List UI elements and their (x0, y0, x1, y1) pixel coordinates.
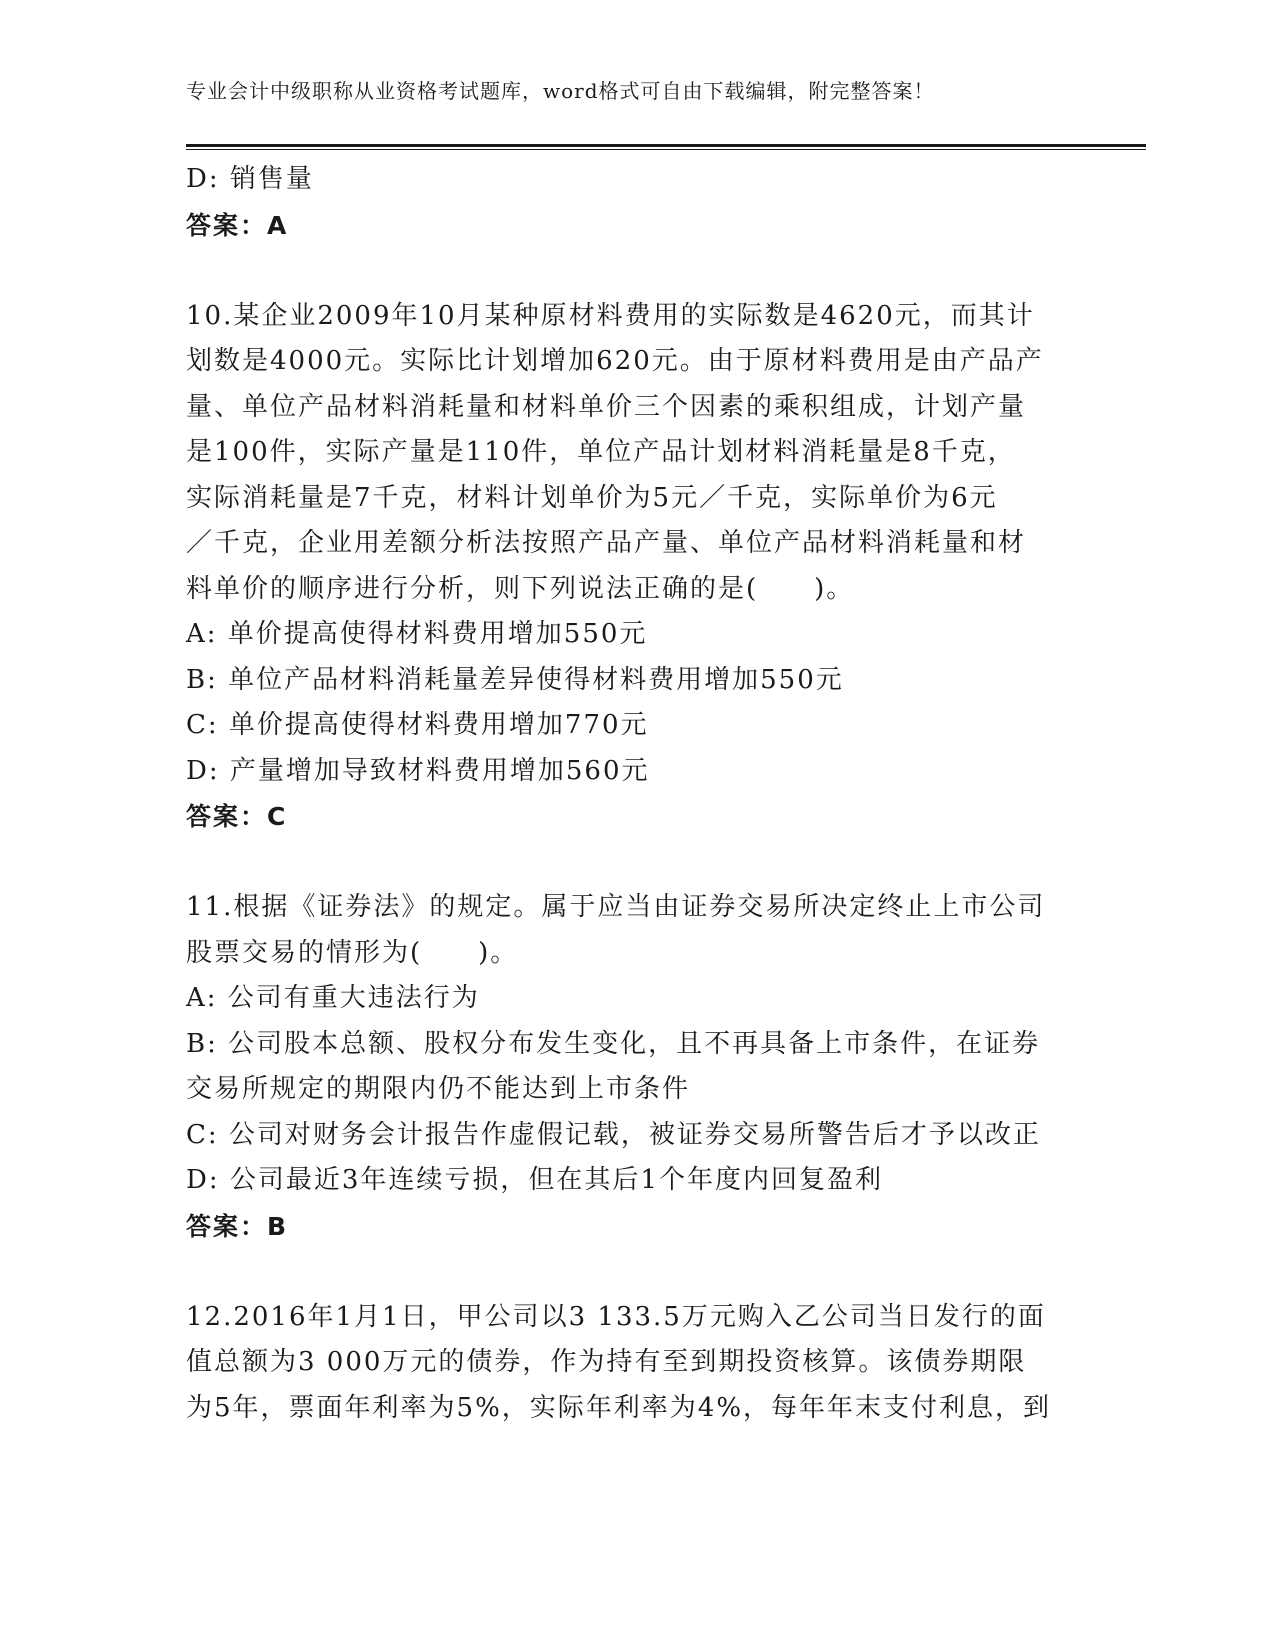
text-line: 为5年，票面年利率为5%，实际年利率为4%，每年年末支付利息，到 (186, 1392, 1052, 1423)
text-line: 划数是4000元。实际比计划增加620元。由于原材料费用是由产品产 (186, 346, 1044, 376)
answer-line: 答案：A (186, 210, 289, 240)
text-line: 10.某企业2009年10月某种原材料费用的实际数是4620元，而其计 (186, 300, 1035, 331)
text-line: ／千克，企业用差额分析法按照产品产量、单位产品材料消耗量和材 (186, 528, 1027, 558)
text-line: 料单价的顺序进行分析，则下列说法正确的是( )。 (186, 573, 855, 604)
text-line: 量、单位产品材料消耗量和材料单价三个因素的乘积组成，计划产量 (186, 391, 1027, 422)
text-line: B: 公司股本总额、股权分布发生变化，且不再具备上市条件，在证券 (186, 1028, 1041, 1059)
header-rule-thick (186, 144, 1146, 147)
text-line: 股票交易的情形为( )。 (186, 937, 519, 968)
paragraph-gap (186, 1249, 1086, 1295)
text-line: D: 产量增加导致材料费用增加560元 (186, 755, 650, 786)
header-rule-thin (186, 149, 1146, 150)
text-line: A: 单价提高使得材料费用增加550元 (186, 619, 648, 649)
text-line: A: 公司有重大违法行为 (186, 983, 480, 1013)
text-line: C: 公司对财务会计报告作虚假记载，被证券交易所警告后才予以改正 (186, 1119, 1041, 1150)
text-line: 实际消耗量是7千克，材料计划单价为5元／千克，实际单价为6元 (186, 482, 998, 513)
text-line: 值总额为3 000万元的债券，作为持有至到期投资核算。该债券期限 (186, 1347, 1027, 1377)
text-line: 11.根据《证券法》的规定。属于应当由证券交易所决定终止上市公司 (186, 892, 1046, 922)
text-line: 交易所规定的期限内仍不能达到上市条件 (186, 1074, 691, 1104)
document-body (186, 157, 1086, 1431)
text-line: 12.2016年1月1日，甲公司以3 133.5万元购入乙公司当日发行的面 (186, 1301, 1046, 1332)
text-line: C: 单价提高使得材料费用增加770元 (186, 710, 649, 740)
answer-line: 答案：B (186, 1211, 289, 1241)
text-line: D: 销售量 (186, 164, 314, 194)
paragraph-gap (186, 840, 1086, 886)
answer-line: 答案：C (186, 802, 288, 831)
page-header: 专业会计中级职称从业资格考试题库，word格式可自由下载编辑，附完整答案！ (186, 79, 935, 103)
text-line: D: 公司最近3年连续亏损，但在其后1个年度内回复盈利 (186, 1165, 883, 1195)
text-line: 是100件，实际产量是110件，单位产品计划材料消耗量是8千克， (186, 437, 1016, 467)
paragraph-gap (186, 248, 1086, 294)
text-line: B: 单位产品材料消耗量差异使得材料费用增加550元 (186, 664, 844, 695)
